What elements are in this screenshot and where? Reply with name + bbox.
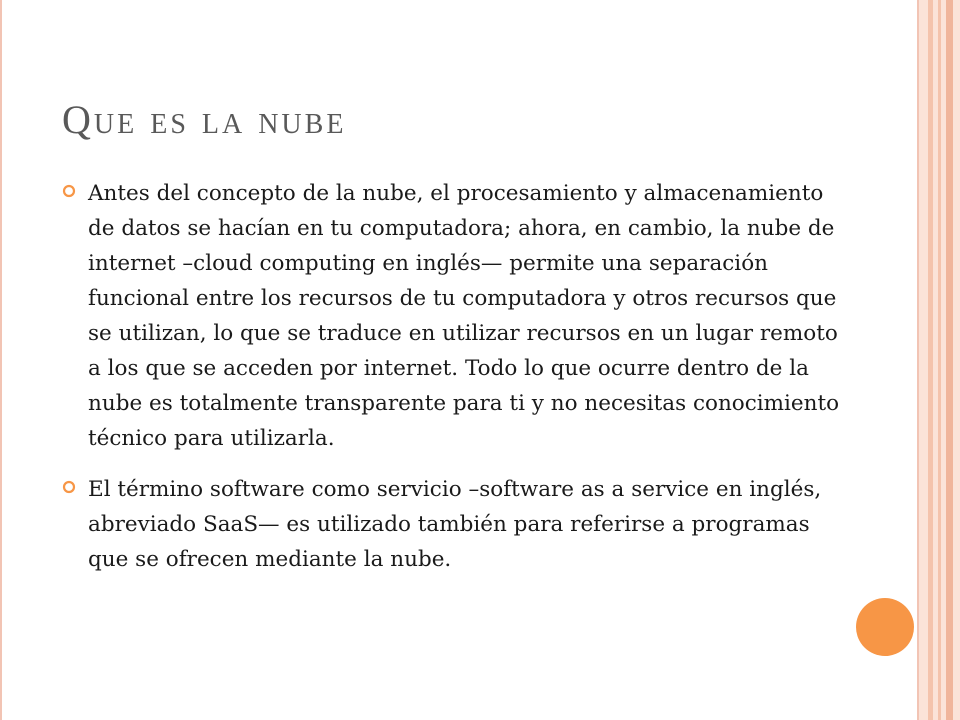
slide-title: Que es la nube <box>62 97 347 142</box>
circle-outline-bullet-icon <box>62 480 76 494</box>
right-stripe-band-1 <box>928 0 933 720</box>
list-item <box>62 176 842 456</box>
bullet-list <box>62 176 842 593</box>
right-stripe-band-3 <box>946 0 953 720</box>
orange-circle-icon <box>856 598 914 656</box>
bullet-text: Antes del concepto de la nube, el procesamiento y almacenamiento de datos se hacían en tu computadora; ahora, en cambio, la nube de internet –cloud computing en inglés— permite una separación funcional entre los recursos de tu computadora y otros recursos que se utilizan, lo que se traduce en utilizar recursos en un lugar remoto a los que se acceden por internet. Todo lo que ocurre dentro de la nube es totalmente transparente para ti y no necesitas conocimiento técnico para utilizarla. <box>88 181 840 451</box>
right-stripe-band-2 <box>938 0 941 720</box>
circle-outline-bullet-icon <box>62 184 76 198</box>
list-item <box>62 472 842 577</box>
bullet-text: El término software como servicio –software as a service en inglés, abreviado SaaS— es utilizado también para referirse a programas que se ofrecen mediante la nube. <box>88 477 822 572</box>
